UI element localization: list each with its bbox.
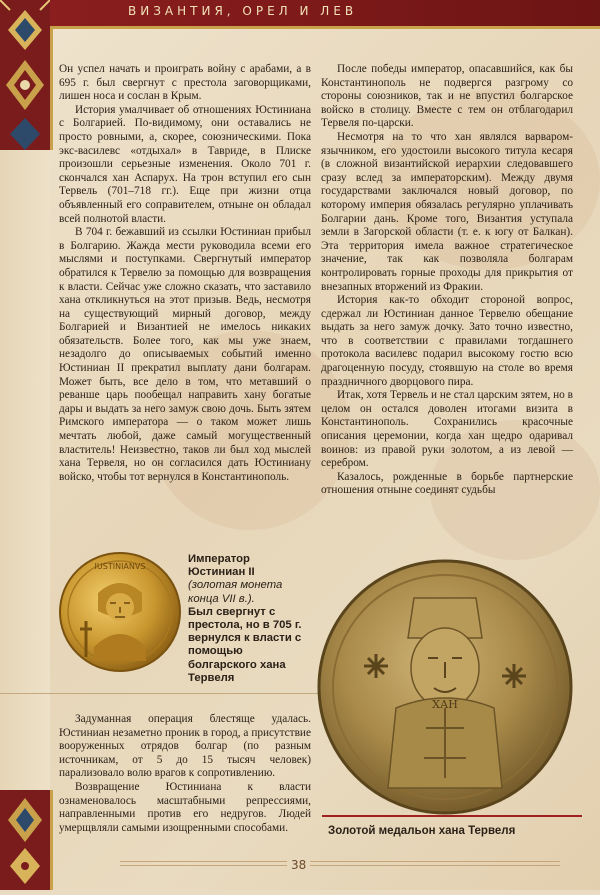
ornament-top (0, 0, 53, 150)
medallion-legend: ХАН (432, 698, 458, 711)
tervel-medallion-image (316, 558, 574, 816)
page-number: 38 (287, 858, 310, 872)
caption-body: Был свергнут с престола, но в 705 г. вернулся к власти с помощью болгарского хана Тервеля (188, 605, 302, 684)
paragraph: Задуманная операция блестяще удалась. Юстиниан незаметно проник в город, а присутствие вооруженных отрядов болгар (по разным источникам, от 5 до 15 тысяч человек) парализовало волю врагов к сопротивлению. (59, 713, 311, 780)
paragraph: История умалчивает об отношениях Юстиниана с Болгарией. По-видимому, они оставались не просто ровными, а, скорее, союзническими. Пока экс-василевс «отдыхал» в Тавриде, в Плиске произошли серьезные изменения. Около 701 г. скончался хан Аспарух. На трон вступил его сын Тервель (701–718 гг.). Еще при жизни отца объявленный его соправителем, отныне он обладал всей полнотой власти. (59, 103, 311, 225)
paragraph: Несмотря на то что хан являлся варваром-язычником, его удостоили высокого титула кесаря (в сложной византийской иерархии следовавшего сразу вслед за императорским). Между двумя государствами заключался новый договор, по которому империя обязалась регулярно уплачивать Болгарии дань. Кроме того, Византия уступала земли в Загорской области (т. е. к югу от Балкан). Эта территория имела важное стратегическое значение, так как позволяла болгарам контролировать горные проходы для прикрытия от внезапных вторжений из Фракии. (321, 130, 573, 293)
paragraph: Возвращение Юстиниана к власти ознаменовалось масштабными репрессиями, направленными против его недругов. Людей умерщвляли самыми изощренными способами. (59, 780, 311, 834)
caption-title: Император Юстиниан II (188, 553, 255, 579)
ornament-pattern-icon (0, 0, 50, 150)
ornament-pattern-icon (0, 790, 50, 890)
ornament-bottom (0, 790, 53, 890)
text-column-bottom-left (59, 713, 311, 835)
paragraph: В 704 г. бежавший из ссылки Юстиниан прибыл в Болгарию. Жажда мести руководила всеми его мыслями и поступками. Свергнутый император обратился к Тервелю за помощью для возвращения к власти. Сейчас уже сложно сказать, что заставило хана откликнуться на этот призыв. Ведь, несмотря на существующий мирный договор, между Болгарией и Византией не имелось никаких обязательств. Более того, как мы уже знаем, незадолго до описываемых событий именно Юстиниан II прекратил выплату дани болгарам. Может быть, все дело в том, что метавший о реванше царь пообещал направить хану богатые дары и выдать за него замуж свою дочь. Быть зятем Римского императора — о таком может лишь мечтать любой, даже самый могущественный властитель! Неизвестно, таков ли был ход мыслей хана Тервеля, но он согласился дать Юстиниану войско, чтобы тот вернулся в Константинополь. (59, 226, 311, 483)
caption-subtitle: (золотая монета конца VII в.). (188, 579, 283, 605)
coin-caption-small (188, 553, 306, 685)
text-column-right (321, 63, 573, 498)
section-divider (0, 693, 322, 694)
text-column-left (59, 63, 311, 484)
footer-rule (120, 861, 560, 862)
caption-rule (322, 815, 582, 817)
paragraph: Он успел начать и проиграть войну с арабами, а в 695 г. был свергнут с престола заговорщиками, лишен носа и сослан в Крым. (59, 63, 311, 103)
coin-legend: IUSTINIANVS (94, 562, 146, 571)
paragraph: История как-то обходит стороной вопрос, сдержал ли Юстиниан данное Тервелю обещание выдать за него замуж дочку. Зато точно известно, что в соответствии с правилами тогдашнего протокола василевс подарил высокому гостю всю драгоценную посуду, стоявшую на столе во время праздничного дворцового пира. (321, 294, 573, 388)
justinian-coin-image (58, 551, 182, 673)
header-title: ВИЗАНТИЯ, ОРЕЛ И ЛЕВ (128, 4, 358, 18)
paragraph: Казалось, рожденные в борьбе партнерские отношения отныне соединят судьбы (321, 470, 573, 497)
ornament-middle (0, 150, 50, 790)
running-header (50, 0, 600, 29)
page-footer (120, 858, 560, 870)
medallion-caption: Золотой медальон хана Тервеля (328, 825, 516, 837)
left-ornament (0, 0, 50, 890)
footer-rule (120, 865, 560, 866)
paragraph: Итак, хотя Тервель и не стал царским зятем, но в целом он остался доволен итогами визита в Константинополь. Сохранились красочные описания церемонии, когда хан щедро одаривал воинов: из правой руки золотом, а из левой — серебром. (321, 389, 573, 470)
paragraph: После победы император, опасавшийся, как бы Константинополь не подвергся разгрому со стороны союзников, так и не впустил болгарское войско в столицу. Вместе с тем он отблагодарил Тервеля по-царски. (321, 63, 573, 130)
